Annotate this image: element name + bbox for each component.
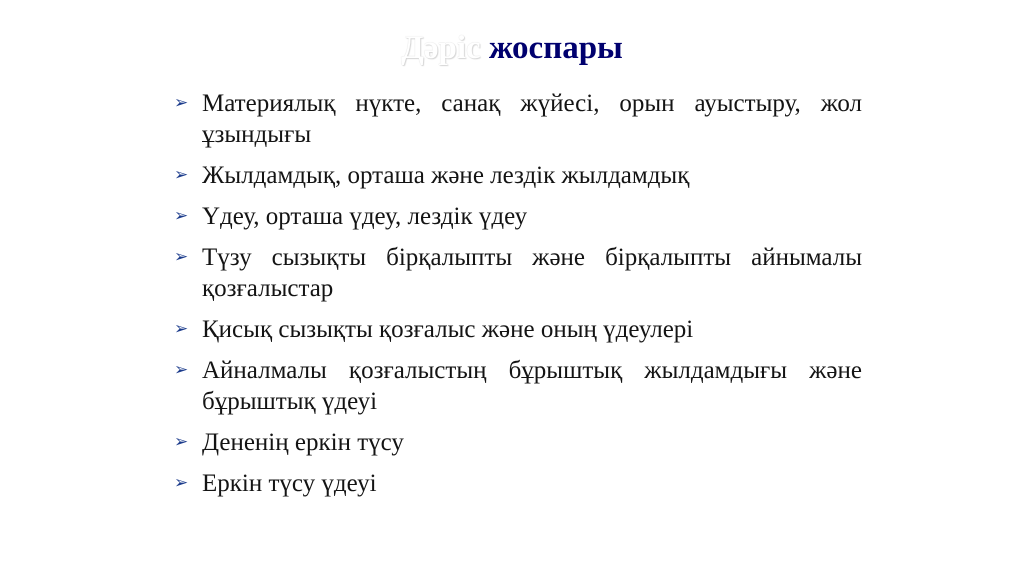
arrow-bullet-icon: ➢ xyxy=(174,432,189,452)
list-item xyxy=(172,242,862,304)
list-item xyxy=(172,314,862,345)
list-item-text: Айналмалы қозғалыстың бұрыштық жылдамдығы және бұрыштық үдеуі xyxy=(202,357,862,415)
list-item xyxy=(172,427,862,458)
arrow-bullet-icon: ➢ xyxy=(174,93,189,113)
arrow-bullet-icon: ➢ xyxy=(174,247,189,267)
arrow-bullet-icon: ➢ xyxy=(174,165,189,185)
list-item-text: Жылдамдық, орташа және лездік жылдамдық xyxy=(202,162,690,189)
list-item xyxy=(172,160,862,191)
list-item xyxy=(172,201,862,232)
list-item xyxy=(172,88,862,150)
slide-title xyxy=(0,28,1024,68)
arrow-bullet-icon: ➢ xyxy=(174,360,189,380)
arrow-bullet-icon: ➢ xyxy=(174,319,189,339)
bullet-list xyxy=(172,88,862,509)
list-item-text: Түзу сызықты бірқалыпты және бірқалыпты айнымалы қозғалыстар xyxy=(202,244,862,302)
arrow-bullet-icon: ➢ xyxy=(174,473,189,493)
list-item-text: Қисық сызықты қозғалыс және оның үдеулері xyxy=(202,316,694,343)
arrow-bullet-icon: ➢ xyxy=(174,206,189,226)
list-item-text: Материялық нүкте, санақ жүйесі, орын ауыстыру, жол ұзындығы xyxy=(202,90,862,148)
list-item-text: Үдеу, орташа үдеу, лездік үдеу xyxy=(202,203,528,230)
list-item xyxy=(172,355,862,417)
list-item-text: Дененің еркін түсу xyxy=(202,429,404,456)
title-word-faded: Дәріс xyxy=(401,30,481,66)
list-item-text: Еркін түсу үдеуі xyxy=(202,470,377,497)
title-word: жоспары xyxy=(488,30,623,66)
list-item xyxy=(172,468,862,499)
